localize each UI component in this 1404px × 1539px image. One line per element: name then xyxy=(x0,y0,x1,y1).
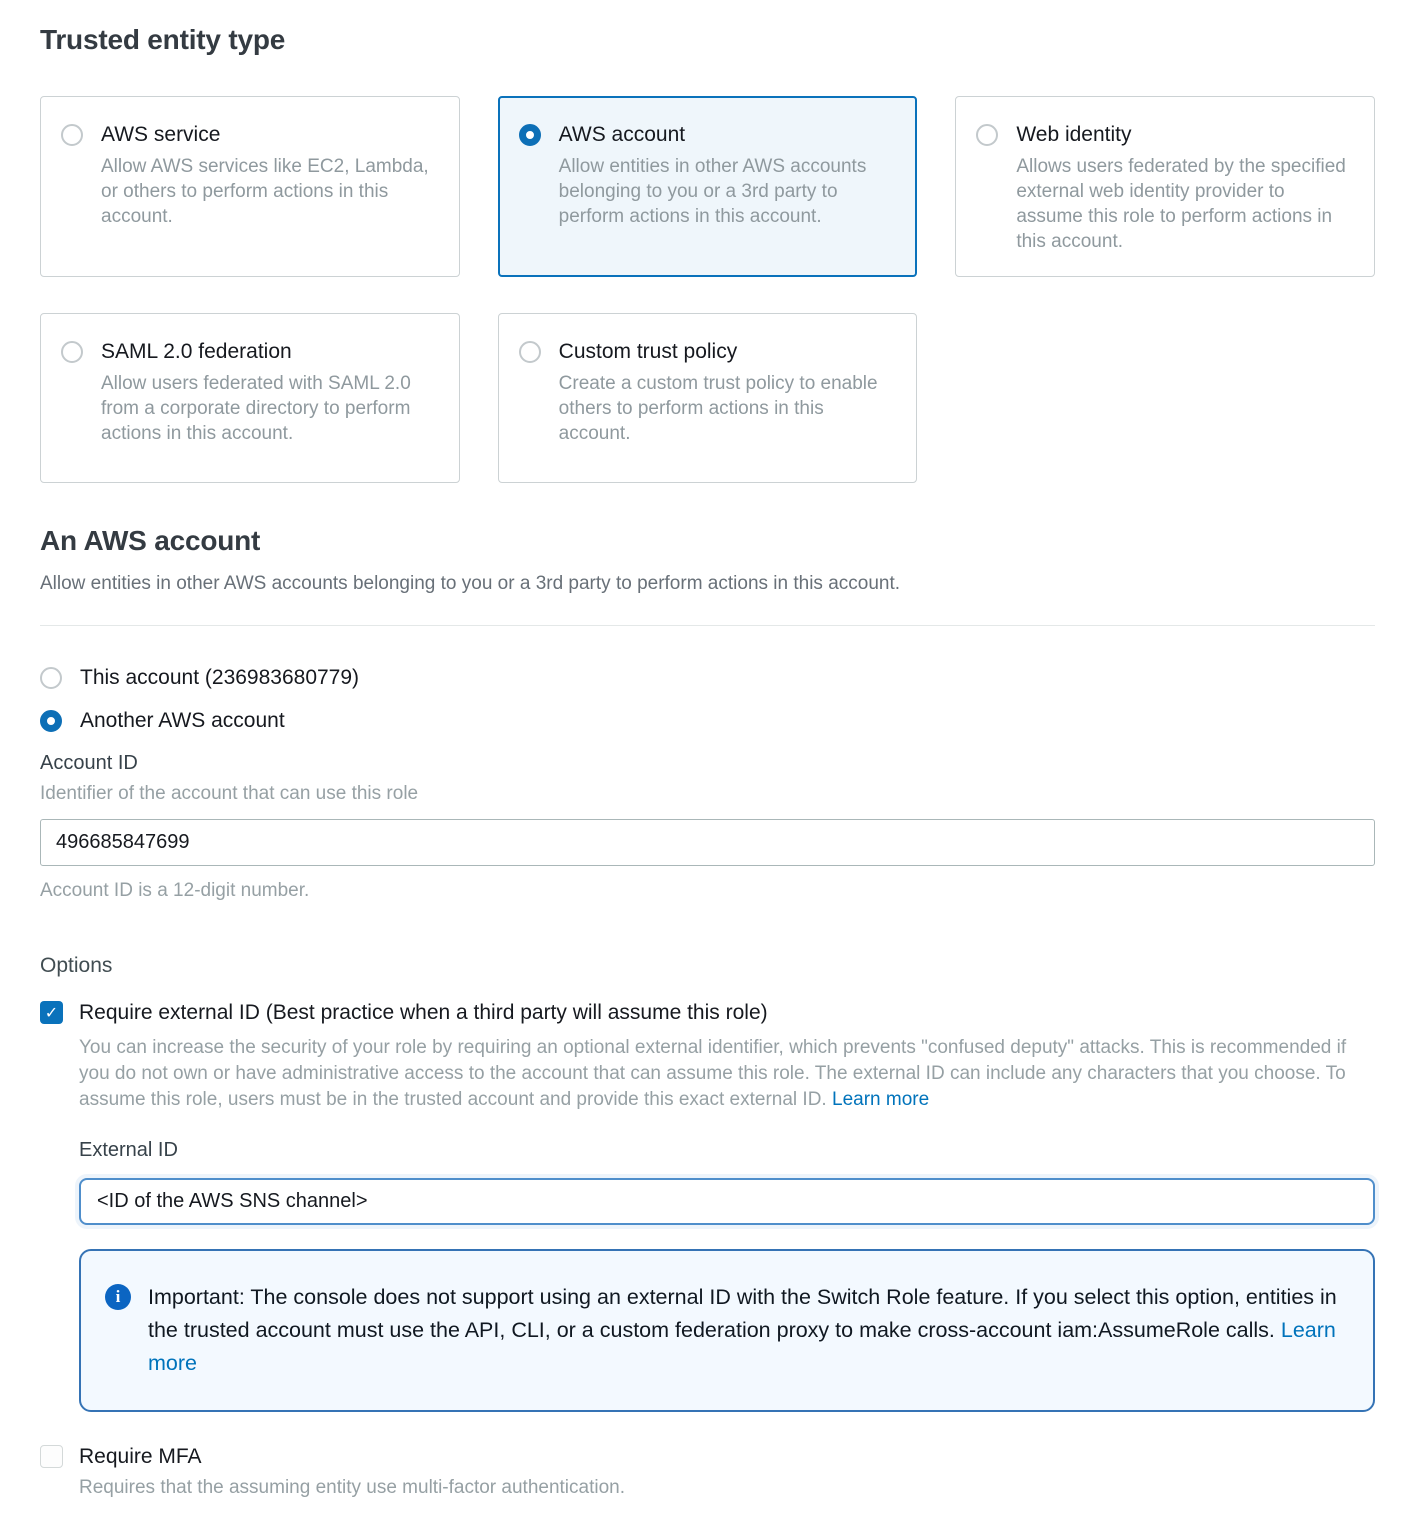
radio-unselected-icon[interactable] xyxy=(40,667,62,689)
card-web-identity[interactable] xyxy=(955,96,1375,277)
info-icon: i xyxy=(105,1284,131,1310)
info-alert xyxy=(79,1249,1375,1412)
external-id-label: External ID xyxy=(79,1139,178,1161)
radio-selected-icon[interactable] xyxy=(40,710,62,732)
card-aws-service[interactable] xyxy=(40,96,460,277)
card-custom-trust-policy[interactable] xyxy=(498,313,918,483)
learn-more-link[interactable]: Learn more xyxy=(832,1089,930,1110)
radio-label: This account (236983680779) xyxy=(80,666,360,689)
card-aws-account[interactable] xyxy=(498,96,918,277)
require-mfa-checkbox-row[interactable] xyxy=(40,1444,1375,1470)
checkbox-label: Require external ID (Best practice when a third party will assume this role) xyxy=(79,1001,768,1024)
section-description: Allow entities in other AWS accounts belonging to you or a 3rd party to perform actions in this account. xyxy=(40,573,901,594)
external-id-description: You can increase the security of your role by requiring an optional external identifier, which prevents "confused deputy" attacks. This is recommended if you do not own or have administrative access to the account that can assume this role. The external ID can include any characters that you choose. To assume this role, users must be in the trusted account and provide this exact external ID. Learn more xyxy=(79,1037,1347,1110)
alert-text: Important: The console does not support using an external ID with the Switch Role feature. If you select this option, entities in the trusted account must use the API, CLI, or a custom federation proxy to make cross-account iam:AssumeRole calls. Learn more xyxy=(148,1285,1337,1375)
require-external-id-checkbox-row[interactable] xyxy=(40,1000,1375,1026)
account-id-description: Identifier of the account that can use this role xyxy=(40,783,419,804)
section-title: An AWS account xyxy=(40,525,261,556)
card-description: Allow AWS services like EC2, Lambda, or others to perform actions in this account. xyxy=(101,156,429,227)
checkbox-checked-icon[interactable] xyxy=(40,1001,63,1024)
radio-selected-icon[interactable] xyxy=(519,124,541,146)
checkbox-unchecked-icon[interactable] xyxy=(40,1445,63,1468)
account-id-label: Account ID xyxy=(40,752,138,774)
account-id-hint: Account ID is a 12-digit number. xyxy=(40,880,310,901)
card-title: SAML 2.0 federation xyxy=(101,340,292,363)
radio-unselected-icon[interactable] xyxy=(61,341,83,363)
radio-label: Another AWS account xyxy=(80,709,285,732)
card-description: Allow users federated with SAML 2.0 from a corporate directory to perform actions in this account. xyxy=(101,373,411,444)
radio-unselected-icon[interactable] xyxy=(976,124,998,146)
check-icon: ✓ xyxy=(44,1004,59,1022)
card-saml-federation[interactable] xyxy=(40,313,460,483)
card-description: Allows users federated by the specified external web identity provider to assume this role to perform actions in this account. xyxy=(1016,156,1346,252)
radio-unselected-icon[interactable] xyxy=(61,124,83,146)
radio-this-account[interactable] xyxy=(40,666,1375,690)
card-title: Custom trust policy xyxy=(558,340,738,363)
mfa-description: Requires that the assuming entity use multi-factor authentication. xyxy=(79,1477,626,1498)
checkbox-label: Require MFA xyxy=(79,1445,202,1468)
card-description: Allow entities in other AWS accounts belonging to you or a 3rd party to perform actions in this account. xyxy=(558,156,867,227)
card-title: AWS account xyxy=(558,123,686,146)
radio-another-aws-account[interactable] xyxy=(40,709,1375,733)
account-id-input[interactable] xyxy=(40,819,1375,866)
card-description: Create a custom trust policy to enable others to perform actions in this account. xyxy=(558,373,878,444)
page-title: Trusted entity type xyxy=(40,24,286,55)
external-id-input[interactable] xyxy=(79,1178,1375,1225)
alert-learn-more-link[interactable]: Learn more xyxy=(148,1318,1336,1375)
card-title: AWS service xyxy=(101,123,221,146)
radio-unselected-icon[interactable] xyxy=(519,341,541,363)
options-label: Options xyxy=(40,954,113,977)
card-title: Web identity xyxy=(1016,123,1132,146)
trusted-entity-cards xyxy=(40,96,1375,483)
divider xyxy=(40,625,1375,626)
